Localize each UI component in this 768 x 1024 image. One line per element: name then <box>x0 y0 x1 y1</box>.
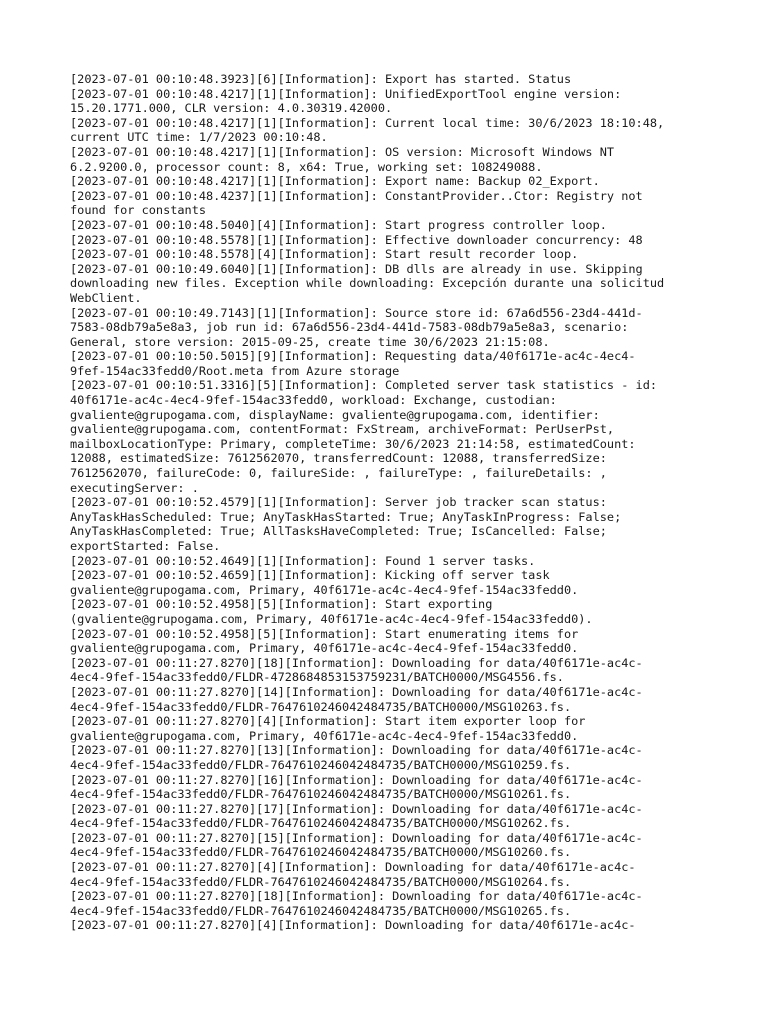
log-line: gvaliente@grupogama.com, contentFormat: FxStream, archiveFormat: PerUserPst, <box>70 422 615 437</box>
log-line: [2023-07-01 00:10:52.4659][1][Information]: Kicking off server task <box>70 568 550 583</box>
log-document <box>70 72 750 933</box>
log-line: 4ec4-9fef-154ac33fedd0/FLDR-7647610246042484735/BATCH0000/MSG10262.fs. <box>70 816 572 831</box>
log-line: [2023-07-01 00:11:27.8270][4][Information]: Downloading for data/40f6171e-ac4c- <box>70 860 636 875</box>
log-line: AnyTaskHasScheduled: True; AnyTaskHasStarted: True; AnyTaskInProgress: False; <box>70 509 622 524</box>
log-line: gvaliente@grupogama.com, Primary, 40f6171e-ac4c-4ec4-9fef-154ac33fedd0. <box>70 641 579 656</box>
log-line: [2023-07-01 00:10:52.4579][1][Information]: Server job tracker scan status: <box>70 495 607 510</box>
log-line: mailboxLocationType: Primary, completeTime: 30/6/2023 21:14:58, estimatedCount: <box>70 436 636 451</box>
log-line: AnyTaskHasCompleted: True; AllTasksHaveCompleted: True; IsCancelled: False; <box>70 524 607 539</box>
log-line: [2023-07-01 00:10:48.4237][1][Information]: ConstantProvider..Ctor: Registry not <box>70 188 643 203</box>
log-line: 12088, estimatedSize: 7612562070, transferredCount: 12088, transferredSize: <box>70 451 607 466</box>
log-line: 7583-08db79a5e8a3, job run id: 67a6d556-23d4-441d-7583-08db79a5e8a3, scenario: <box>70 320 629 335</box>
log-line: [2023-07-01 00:10:48.5040][4][Information]: Start progress controller loop. <box>70 217 607 232</box>
log-line: [2023-07-01 00:10:48.5578][1][Information]: Effective downloader concurrency: 48 <box>70 232 643 247</box>
log-line: [2023-07-01 00:11:27.8270][18][Information]: Downloading for data/40f6171e-ac4c- <box>70 655 643 670</box>
log-line: 4ec4-9fef-154ac33fedd0/FLDR-4728684853153759231/BATCH0000/MSG4556.fs. <box>70 670 564 685</box>
log-line: exportStarted: False. <box>70 539 221 553</box>
log-line: gvaliente@grupogama.com, Primary, 40f6171e-ac4c-4ec4-9fef-154ac33fedd0. <box>70 728 579 743</box>
log-line: 4ec4-9fef-154ac33fedd0/FLDR-7647610246042484735/BATCH0000/MSG10264.fs. <box>70 874 572 889</box>
log-line: 40f6171e-ac4c-4ec4-9fef-154ac33fedd0, workload: Exchange, custodian: <box>70 393 557 408</box>
log-line: [2023-07-01 00:10:51.3316][5][Information]: Completed server task statistics - id: <box>70 378 658 393</box>
log-line: [2023-07-01 00:10:48.3923][6][Information]: Export has started. Status <box>70 72 572 86</box>
log-line: [2023-07-01 00:10:48.4217][1][Information]: Export name: Backup 02_Export. <box>70 174 600 189</box>
log-line: 4ec4-9fef-154ac33fedd0/FLDR-7647610246042484735/BATCH0000/MSG10263.fs. <box>70 699 572 714</box>
log-line: gvaliente@grupogama.com, Primary, 40f6171e-ac4c-4ec4-9fef-154ac33fedd0. <box>70 582 579 597</box>
log-line: 4ec4-9fef-154ac33fedd0/FLDR-7647610246042484735/BATCH0000/MSG10261.fs. <box>70 787 572 802</box>
log-line: [2023-07-01 00:11:27.8270][18][Information]: Downloading for data/40f6171e-ac4c- <box>70 889 643 904</box>
log-line: 7612562070, failureCode: 0, failureSide: , failureType: , failureDetails: , <box>70 466 607 481</box>
log-line: [2023-07-01 00:10:52.4958][5][Information]: Start enumerating items for <box>70 626 579 641</box>
log-line: 9fef-154ac33fedd0/Root.meta from Azure storage <box>70 363 400 378</box>
log-line: [2023-07-01 00:11:27.8270][17][Information]: Downloading for data/40f6171e-ac4c- <box>70 801 643 816</box>
log-line: [2023-07-01 00:10:48.4217][1][Information]: Current local time: 30/6/2023 18:10:48, <box>70 115 665 130</box>
log-line: [2023-07-01 00:10:49.6040][1][Information]: DB dlls are already in use. Skipping <box>70 261 643 276</box>
log-line: General, store version: 2015-09-25, create time 30/6/2023 21:15:08. <box>70 334 550 349</box>
log-line: [2023-07-01 00:11:27.8270][4][Information]: Start item exporter loop for <box>70 714 586 729</box>
log-line: current UTC time: 1/7/2023 00:10:48. <box>70 130 328 145</box>
log-line: 6.2.9200.0, processor count: 8, x64: True, working set: 108249088. <box>70 159 543 174</box>
log-line: 4ec4-9fef-154ac33fedd0/FLDR-7647610246042484735/BATCH0000/MSG10260.fs. <box>70 845 572 860</box>
log-line: [2023-07-01 00:10:52.4649][1][Information]: Found 1 server tasks. <box>70 553 536 568</box>
log-line: gvaliente@grupogama.com, displayName: gvaliente@grupogama.com, identifier: <box>70 407 600 422</box>
log-line: [2023-07-01 00:10:52.4958][5][Information]: Start exporting <box>70 597 493 612</box>
log-line: [2023-07-01 00:10:49.7143][1][Information]: Source store id: 67a6d556-23d4-441d- <box>70 305 643 320</box>
log-line: [2023-07-01 00:11:27.8270][14][Information]: Downloading for data/40f6171e-ac4c- <box>70 684 643 699</box>
log-line: [2023-07-01 00:10:50.5015][9][Information]: Requesting data/40f6171e-ac4c-4ec4- <box>70 349 636 364</box>
log-line: WebClient. <box>70 290 142 305</box>
log-line: (gvaliente@grupogama.com, Primary, 40f6171e-ac4c-4ec4-9fef-154ac33fedd0). <box>70 611 593 626</box>
log-line: [2023-07-01 00:11:27.8270][16][Information]: Downloading for data/40f6171e-ac4c- <box>70 772 643 787</box>
log-line: downloading new files. Exception while downloading: Excepción durante una solicitud <box>70 276 665 291</box>
log-line: [2023-07-01 00:10:48.5578][4][Information]: Start result recorder loop. <box>70 247 579 262</box>
log-line: [2023-07-01 00:11:27.8270][15][Information]: Downloading for data/40f6171e-ac4c- <box>70 830 643 845</box>
log-line: found for constants <box>70 203 207 218</box>
log-line: executingServer: . <box>70 480 199 495</box>
log-line: [2023-07-01 00:11:27.8270][4][Information]: Downloading for data/40f6171e-ac4c- <box>70 918 636 933</box>
log-line: [2023-07-01 00:11:27.8270][13][Information]: Downloading for data/40f6171e-ac4c- <box>70 743 643 758</box>
log-line: 4ec4-9fef-154ac33fedd0/FLDR-7647610246042484735/BATCH0000/MSG10259.fs. <box>70 757 572 772</box>
log-line: [2023-07-01 00:10:48.4217][1][Information]: OS version: Microsoft Windows NT <box>70 144 615 159</box>
log-line: [2023-07-01 00:10:48.4217][1][Information]: UnifiedExportTool engine version: <box>70 86 622 101</box>
log-line: 4ec4-9fef-154ac33fedd0/FLDR-7647610246042484735/BATCH0000/MSG10265.fs. <box>70 903 572 918</box>
log-line: 15.20.1771.000, CLR version: 4.0.30319.42000. <box>70 101 393 116</box>
